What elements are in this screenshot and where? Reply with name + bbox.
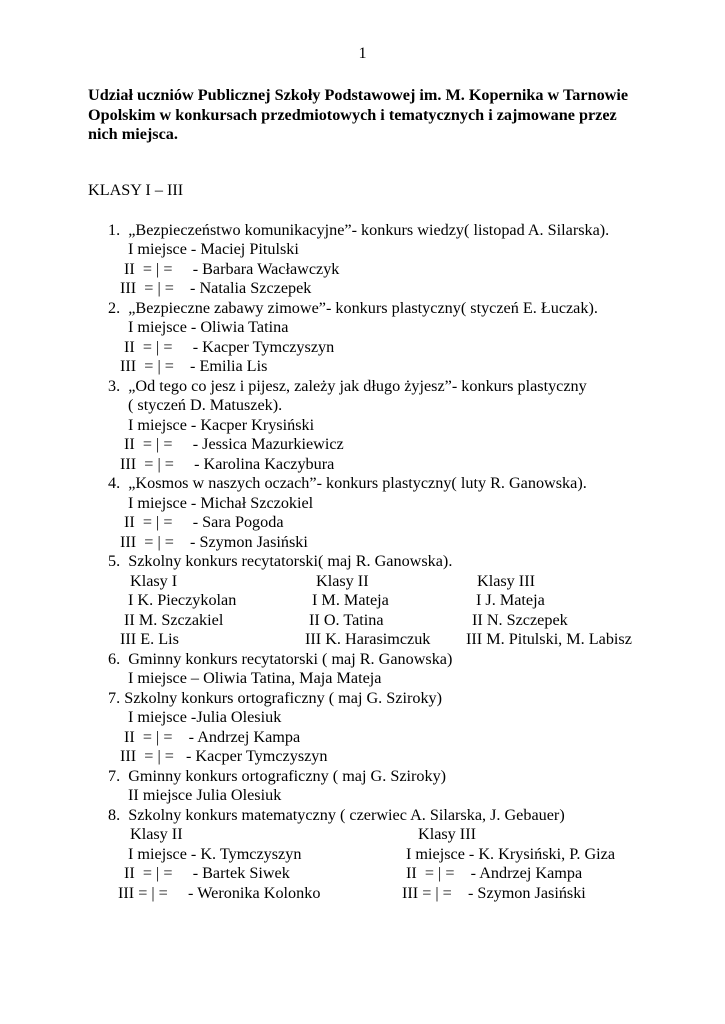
item-line: I miejsce - Kacper Krysiński	[128, 416, 315, 434]
item-title: 7. Szkolny konkurs ortograficzny ( maj G. Sziroky)	[108, 689, 443, 707]
item-title: 5. Szkolny konkurs recytatorski( maj R. Ganowska).	[108, 552, 453, 570]
item-line: II = | = - Andrzej Kampa	[124, 728, 301, 746]
item-line: III = | = - Szymon Jasiński	[120, 533, 308, 551]
item-cell: II = | = - Andrzej Kampa	[406, 864, 583, 882]
item-title: 2. „Bezpieczne zabawy zimowe”- konkurs plastyczny( styczeń E. Łuczak).	[108, 299, 598, 317]
item-cell: I miejsce - K. Krysiński, P. Giza	[406, 845, 616, 863]
document-title	[88, 86, 663, 145]
item-line: II = | = - Kacper Tymczyszyn	[124, 338, 335, 356]
item-title: 1. „Bezpieczeństwo komunikacyjne”- konkurs wiedzy( listopad A. Silarska).	[108, 221, 610, 239]
item-title: 3. „Od tego co jesz i pijesz, zależy jak długo żyjesz”- konkurs plastyczny	[108, 377, 587, 395]
item-title: 7. Gminny konkurs ortograficzny ( maj G. Sziroky)	[108, 767, 447, 785]
item-cell: I M. Mateja	[312, 591, 389, 609]
title-line: Udział uczniów Publicznej Szkoły Podstawowej im. M. Kopernika w Tarnowie	[88, 86, 629, 104]
item-cell: II M. Szczakiel	[124, 611, 224, 629]
item-cell: Klasy III	[477, 572, 535, 590]
item-line: II = | = - Sara Pogoda	[124, 513, 284, 531]
item-line: III = | = - Karolina Kaczybura	[120, 455, 335, 473]
item-cell: III M. Pitulski, M. Labisz	[466, 630, 632, 648]
item-cell: II O. Tatina	[309, 611, 384, 629]
item-cell: III K. Harasimczuk	[305, 630, 431, 648]
item-line: I miejsce – Oliwia Tatina, Maja Mateja	[128, 669, 382, 687]
item-line: ( styczeń D. Matuszek).	[128, 396, 283, 414]
item-cell: Klasy I	[130, 572, 178, 590]
item-line: III = | = - Natalia Szczepek	[120, 279, 312, 297]
section-heading: KLASY I – III	[88, 181, 184, 199]
item-cell: III E. Lis	[120, 630, 179, 648]
item-cell: I K. Pieczykolan	[128, 591, 237, 609]
title-line: nich miejsca.	[88, 125, 178, 143]
item-cell: II = | = - Bartek Siwek	[124, 864, 290, 882]
item-cell: Klasy III	[418, 825, 476, 843]
item-cell: I J. Mateja	[476, 591, 545, 609]
item-line: II miejsce Julia Olesiuk	[128, 786, 282, 804]
item-line: I miejsce - Oliwia Tatina	[128, 318, 289, 336]
item-cell: Klasy II	[316, 572, 369, 590]
title-line: Opolskim w konkursach przedmiotowych i tematycznych i zajmowane przez	[88, 105, 617, 124]
item-line: I miejsce -Julia Olesiuk	[128, 708, 282, 726]
item-title: 4. „Kosmos w naszych oczach”- konkurs plastyczny( luty R. Ganowska).	[108, 474, 587, 492]
item-cell: III = | = - Weronika Kolonko	[118, 884, 321, 902]
item-cell: Klasy II	[130, 825, 183, 843]
item-line: I miejsce - Michał Szczokiel	[128, 494, 314, 512]
item-title: 6. Gminny konkurs recytatorski ( maj R. Ganowska)	[108, 650, 453, 668]
item-line: II = | = - Barbara Wacławczyk	[124, 260, 340, 278]
item-title: 8. Szkolny konkurs matematyczny ( czerwiec A. Silarska, J. Gebauer)	[108, 806, 565, 824]
item-cell: I miejsce - K. Tymczyszyn	[128, 845, 302, 863]
item-line: I miejsce - Maciej Pitulski	[128, 240, 299, 258]
item-line: III = | = - Kacper Tymczyszyn	[120, 747, 328, 765]
page-number: 1	[358, 44, 367, 62]
item-cell: III = | = - Szymon Jasiński	[402, 884, 586, 902]
item-line: III = | = - Emilia Lis	[120, 357, 268, 375]
item-cell: II N. Szczepek	[472, 611, 568, 629]
item-line: II = | = - Jessica Mazurkiewicz	[124, 435, 344, 453]
